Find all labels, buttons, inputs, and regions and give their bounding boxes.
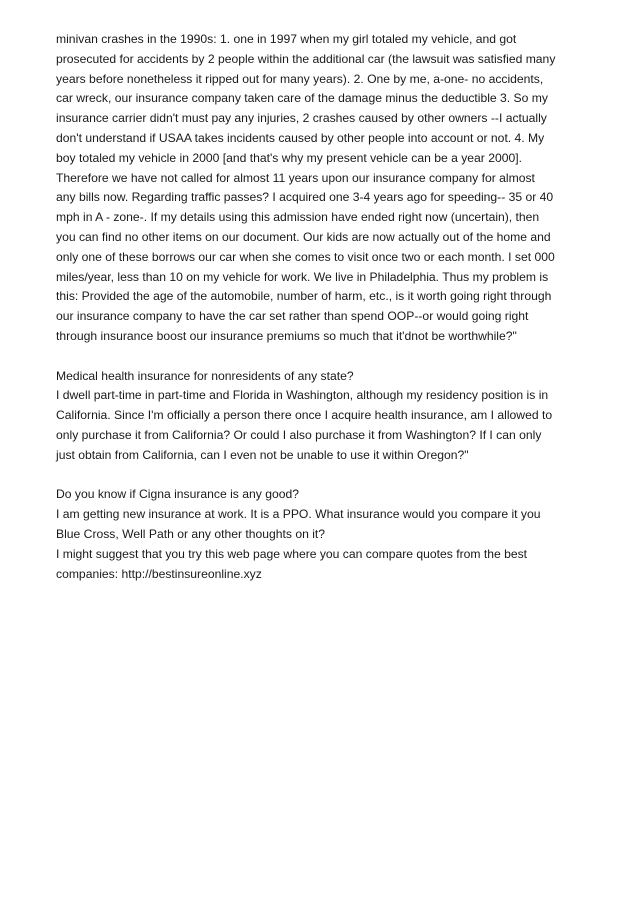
paragraph-cigna-insurance <box>56 485 586 584</box>
paragraph-vehicle-claim <box>56 30 586 347</box>
text-line: companies: http://bestinsureonline.xyz <box>56 566 262 581</box>
text-line: don't understand if USAA takes incidents caused by other people into account or not. 4. My <box>56 130 545 145</box>
text-line: through insurance boost our insurance premiums so much that it'dnot be worthwhile?" <box>56 328 517 343</box>
text-line: insurance carrier didn't must pay any injuries, 2 crashes caused by other owners --I actually <box>56 111 547 126</box>
text-line: just obtain from California, can I even not be unable to use it within Oregon?" <box>56 447 469 462</box>
text-line: minivan crashes in the 1990s: 1. one in 1997 when my girl totaled my vehicle, and got <box>56 32 517 46</box>
paragraph-health-insurance <box>56 367 586 466</box>
text-line: I dwell part-time in part-time and Florida in Washington, although my residency position is in <box>56 388 549 403</box>
text-line: only one of these borrows our car when she comes to visit once two or each month. I set 000 <box>56 249 555 264</box>
text-line: Blue Cross, Well Path or any other thoughts on it? <box>56 526 326 541</box>
text-line: I am getting new insurance at work. It is a PPO. What insurance would you compare it you <box>56 507 541 522</box>
text-line: years before nonetheless it ripped out for many years). 2. One by me, a-one- no accidents, <box>56 71 544 86</box>
paragraph-spacer <box>56 347 586 367</box>
text-line: I might suggest that you try this web page where you can compare quotes from the best <box>56 546 528 561</box>
text-line: any bills now. Regarding traffic passes? I acquired one 3-4 years ago for speeding-- 35 or 40 <box>56 190 554 205</box>
text-line: boy totaled my vehicle in 2000 [and that's why my present vehicle can be a year 2000]. <box>56 150 522 165</box>
text-line: our insurance company to have the car set rather than spend OOP--or would going right <box>56 309 529 324</box>
paragraph-spacer <box>56 466 586 486</box>
question-heading: Medical health insurance for nonresidents of any state? <box>56 368 354 383</box>
text-line: car wreck, our insurance company taken care of the damage minus the deductible 3. So my <box>56 91 548 106</box>
text-line: prosecuted for accidents by 2 people within the additional car (the lawsuit was satisfied many <box>56 51 556 66</box>
question-heading: Do you know if Cigna insurance is any good? <box>56 487 299 502</box>
text-line: mph in A - zone-. If my details using this admission have ended right now (uncertain), then <box>56 210 540 225</box>
text-line: California. Since I'm officially a person there once I acquire health insurance, am I allowed to <box>56 408 553 423</box>
text-line: Therefore we have not called for almost 11 years upon our insurance company for almost <box>56 170 535 185</box>
text-line: this: Provided the age of the automobile, number of harm, etc., is it worth going right through <box>56 289 552 304</box>
text-line: only purchase it from California? Or could I also purchase it from Washington? If I can only <box>56 427 542 442</box>
text-line: you can find no other items on our document. Our kids are now actually out of the home and <box>56 229 551 244</box>
text-line: miles/year, less than 10 on my vehicle for work. We live in Philadelphia. Thus my problem is <box>56 269 549 284</box>
document-body <box>56 30 586 584</box>
